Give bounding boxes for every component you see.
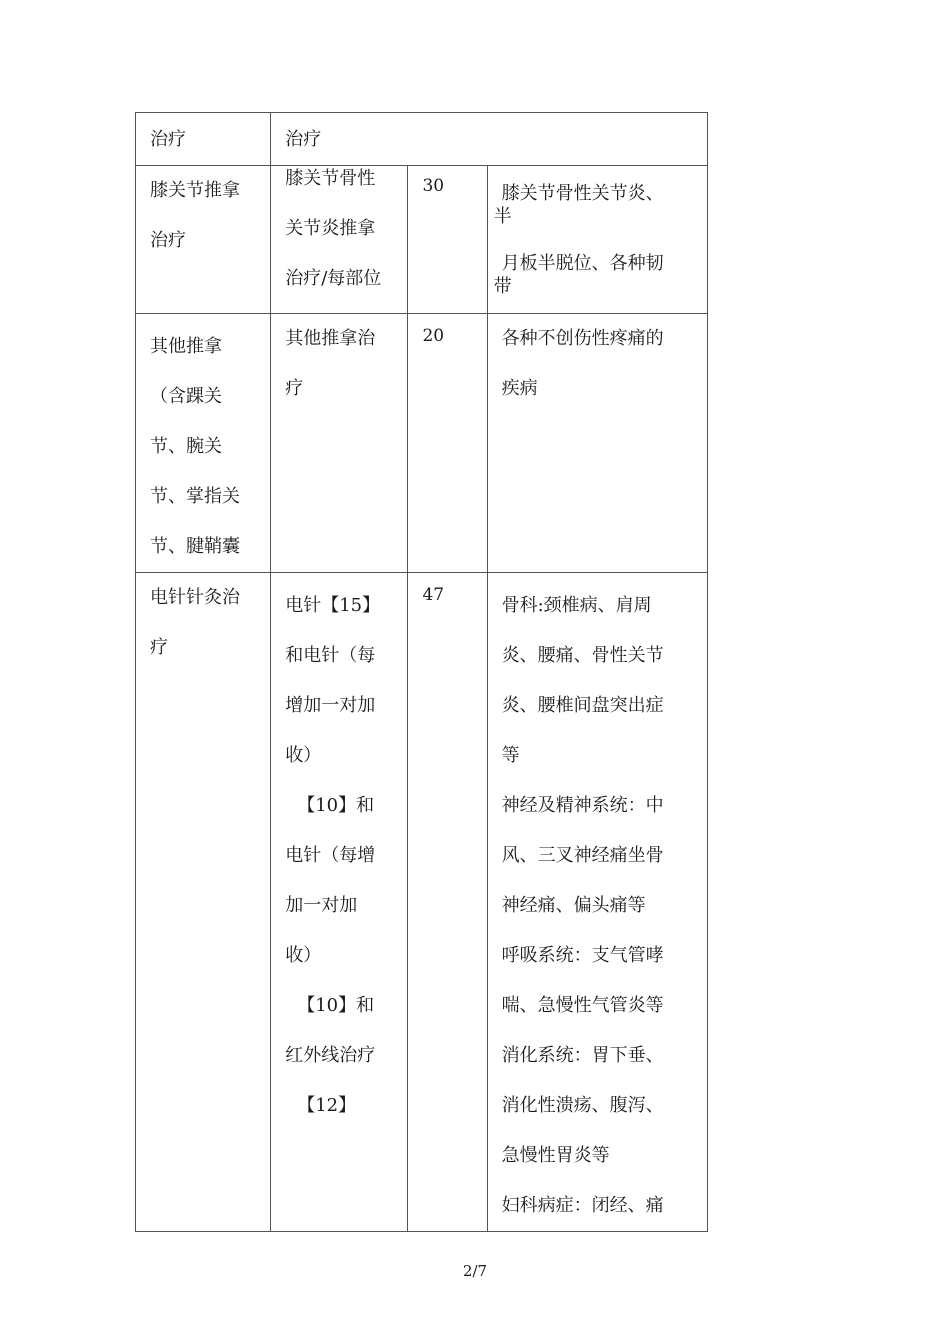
table-row — [136, 166, 708, 314]
indication-line: 疾病 — [501, 378, 538, 399]
project-name-line: 治疗 — [150, 129, 186, 150]
item-line: 电针（每增 — [285, 845, 376, 866]
item-line: 收） — [285, 945, 322, 966]
indication-line: 膝关节骨性关节炎、 — [501, 183, 664, 204]
price-cell — [408, 314, 487, 573]
indication-line: 消化性溃疡、腹泻、 — [501, 1095, 664, 1116]
indication-line: 炎、腰痛、骨性关节 — [501, 645, 664, 666]
indication-line: 神经及精神系统：中 — [501, 795, 664, 816]
project-name-line: 节、掌指关 — [150, 486, 240, 507]
table-row — [136, 314, 708, 573]
item-line: 红外线治疗 — [285, 1045, 376, 1066]
price-value: 30 — [422, 176, 445, 196]
project-name-cell — [136, 573, 271, 1232]
indication-line: 半 — [493, 206, 512, 227]
item-line: 收） — [285, 745, 322, 766]
price-cell — [408, 166, 487, 314]
project-name-line: 膝关节推拿 — [150, 180, 240, 201]
indication-line: 消化系统：胃下垂、 — [501, 1045, 664, 1066]
price-value: 20 — [422, 326, 445, 346]
item-line: 关节炎推拿 — [285, 218, 376, 239]
price-value: 47 — [422, 585, 445, 605]
project-name-cell — [136, 314, 271, 573]
item-line: 加一对加 — [285, 895, 358, 916]
indication-line: 月板半脱位、各种韧 — [501, 253, 664, 274]
project-name-line: 节、腱鞘囊 — [150, 536, 240, 557]
indication-line: 急慢性胃炎等 — [501, 1145, 610, 1166]
table-row — [136, 113, 708, 166]
indication-cell — [487, 573, 707, 1232]
project-name-line: 电针针灸治 — [150, 587, 240, 608]
item-line: 治疗 — [285, 129, 322, 150]
item-line: 治疗/每部位 — [285, 268, 382, 289]
indication-line: 带 — [493, 276, 512, 297]
item-cell — [271, 166, 408, 314]
indication-line: 风、三叉神经痛坐骨 — [501, 845, 664, 866]
indication-line: 喘、急慢性气管炎等 — [501, 995, 664, 1016]
indication-line: 各种不创伤性疼痛的 — [501, 328, 664, 349]
item-line: 电针【15】 — [285, 595, 381, 616]
indication-line: 炎、腰椎间盘突出症 — [501, 695, 664, 716]
item-cell — [271, 314, 408, 573]
indication-cell — [487, 314, 707, 573]
price-cell — [408, 573, 487, 1232]
item-line: 增加一对加 — [285, 695, 376, 716]
item-line: 其他推拿治 — [285, 328, 376, 349]
item-line: 疗 — [285, 378, 304, 399]
project-name-cell — [136, 166, 271, 314]
indication-line: 呼吸系统：支气管哮 — [501, 945, 664, 966]
table-row — [136, 573, 708, 1232]
indication-line: 等 — [501, 745, 520, 766]
item-cell — [271, 573, 408, 1232]
fee-table — [135, 112, 708, 1232]
item-line: 膝关节骨性 — [285, 168, 376, 189]
item-line: 【10】和 — [297, 995, 375, 1016]
project-name-line: 疗 — [150, 637, 168, 658]
item-line: 【12】 — [297, 1095, 357, 1116]
page-number: 2/7 — [462, 1262, 488, 1280]
indication-line: 妇科病症：闭经、痛 — [501, 1195, 664, 1216]
item-line: 和电针（每 — [285, 645, 376, 666]
indication-line: 骨科:颈椎病、肩周 — [501, 595, 652, 616]
project-name-line: （含踝关 — [150, 386, 222, 407]
project-name-line: 节、腕关 — [150, 436, 222, 457]
project-name-line: 其他推拿 — [150, 336, 222, 357]
project-name-cell — [136, 113, 271, 166]
project-name-line: 治疗 — [150, 230, 186, 251]
indication-cell — [487, 166, 707, 314]
item-line: 【10】和 — [297, 795, 375, 816]
indication-line: 神经痛、偏头痛等 — [501, 895, 646, 916]
